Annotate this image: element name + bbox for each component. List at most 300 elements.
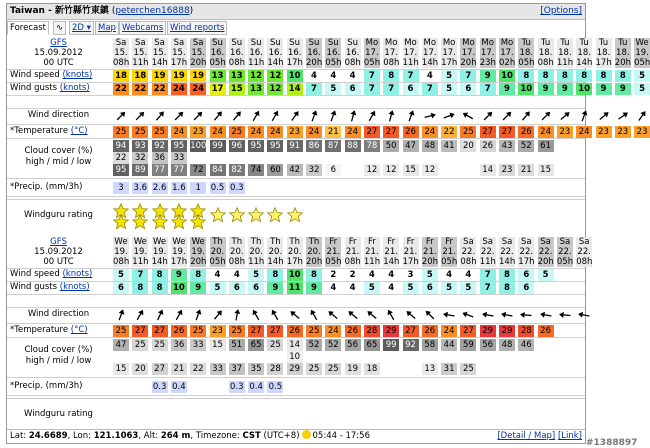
time-cell: Tu — [557, 38, 573, 48]
cloudH-cell: 58 — [422, 339, 438, 351]
wind-arrow-icon — [557, 308, 573, 322]
speed-cell: 7 — [403, 70, 419, 82]
gusts-cell: 9 — [596, 83, 612, 95]
temp-cell: 28 — [518, 325, 534, 337]
cloudL-cell: 27 — [152, 363, 168, 375]
gusts-cell: 4 — [383, 282, 399, 294]
gusts-cell: 10 — [518, 83, 534, 95]
wind-arrow-icon — [364, 109, 380, 123]
row-separator — [7, 337, 585, 338]
wind-arrow-icon — [171, 308, 187, 322]
cloudH-cell: 56 — [480, 339, 496, 351]
wind-arrow-icon — [403, 109, 419, 123]
gusts-cell: 22 — [152, 83, 168, 95]
wind-arrow-icon — [499, 308, 515, 322]
wind-arrow-icon — [210, 308, 226, 322]
cloudH-cell: 41 — [441, 140, 457, 152]
time-cell: Fr — [422, 237, 438, 247]
gusts-cell: 24 — [171, 83, 187, 95]
time-cell: 14h — [383, 257, 400, 267]
time-cell: Sa — [557, 237, 573, 247]
speed-label-text: Wind speed — [10, 269, 60, 279]
model-link[interactable]: GFS — [50, 237, 67, 247]
time-cell: 16. — [249, 48, 263, 58]
time-cell: 18. — [596, 48, 611, 58]
wind-arrow-icon — [403, 308, 419, 322]
time-cell: Mo — [442, 38, 456, 48]
tz-offset: (UTC+8) — [263, 431, 300, 441]
time-cell: 08h — [344, 58, 361, 68]
wind-arrow-icon — [596, 109, 612, 123]
time-cell: 15. — [152, 48, 167, 58]
gusts-cell: 10 — [576, 83, 592, 95]
speed-cell: 10 — [287, 70, 303, 82]
row-separator — [7, 124, 585, 125]
cloudL-cell: 21 — [518, 164, 534, 176]
gusts-cell: 5 — [403, 282, 419, 294]
tab-webcams[interactable]: Webcams — [119, 21, 166, 35]
wind-arrow-icon — [441, 308, 457, 322]
row-separator — [7, 377, 585, 378]
rating-star-icon — [132, 214, 148, 230]
row-separator — [7, 323, 585, 324]
cloudH-cell: 65 — [248, 339, 264, 351]
time-cell: 17h — [441, 58, 458, 68]
speed-cell: 7 — [460, 70, 476, 82]
cloudH-cell: 48 — [422, 140, 438, 152]
temp-cell: 27 — [152, 325, 168, 337]
speed-cell: 3 — [403, 269, 419, 281]
cloudH-cell: 56 — [345, 339, 361, 351]
time-cell: 22. — [558, 247, 572, 257]
time-cell: 17h — [286, 58, 303, 68]
time-cell: 18. — [558, 48, 572, 58]
cloudH-cell: 25 — [267, 339, 283, 351]
wind-arrow-icon — [557, 109, 573, 123]
cloudM-cell: 22 — [113, 152, 129, 164]
time-cell: We — [635, 38, 649, 48]
cloudM-cell: 36 — [152, 152, 168, 164]
time-cell: Mo — [423, 38, 437, 48]
gusts-label-text: Wind gusts — [10, 83, 58, 93]
speed-cell: 19 — [190, 70, 206, 82]
temp-cell: 24 — [345, 126, 361, 138]
options-link[interactable]: [Options] — [540, 6, 582, 16]
rating-star-icon — [171, 214, 187, 230]
row-separator — [7, 307, 585, 308]
time-cell: 02h — [499, 58, 516, 68]
time-cell: 17h — [170, 58, 188, 68]
cloudH-cell: 61 — [538, 140, 554, 152]
gusts-cell: 8 — [132, 282, 148, 294]
cloudL-cell: 21 — [171, 363, 187, 375]
wind-arrow-icon — [499, 109, 515, 123]
cloudH-cell: 87 — [325, 140, 341, 152]
wind-arrow-icon — [325, 109, 341, 123]
cloudL-cell: 37 — [229, 363, 245, 375]
time-cell: 22. — [480, 247, 495, 257]
tab-2d[interactable]: 2D ▾ — [69, 21, 94, 35]
speed-label-text: Wind speed — [10, 70, 60, 80]
gusts-cell: 22 — [113, 83, 129, 95]
init-utc: 00 UTC — [43, 58, 74, 68]
gusts-units-link[interactable]: (knots) — [59, 83, 90, 93]
wind-arrow-icon — [229, 308, 245, 322]
precip-cell: 1 — [190, 182, 206, 194]
init-date: 15.09.2012 — [34, 48, 83, 58]
speed-cell: 18 — [113, 70, 129, 82]
row-separator — [7, 138, 585, 139]
time-cell: 08h — [113, 257, 130, 267]
rating-star-icon — [267, 207, 283, 223]
cloudL-cell: 84 — [210, 164, 226, 176]
precip-cell: 0.3 — [230, 382, 244, 392]
time-cell: 16. — [345, 48, 360, 58]
cloudL-cell: 82 — [229, 164, 245, 176]
temp-cell: 27 — [460, 325, 476, 337]
time-cell: Tu — [596, 38, 612, 48]
temp-cell: 26 — [518, 126, 534, 138]
speed-cell: 4 — [460, 269, 476, 281]
speed-cell: 12 — [248, 70, 264, 82]
cloudL-cell: 74 — [248, 164, 264, 176]
time-cell: We — [191, 237, 205, 247]
precip-cell: 0.5 — [210, 183, 225, 193]
time-cell: 05h — [518, 58, 535, 68]
precip-cell: 0.5 — [268, 382, 283, 392]
wind-arrow-icon — [576, 308, 592, 322]
time-cell: Sa — [190, 38, 206, 48]
time-cell: Sa — [152, 38, 168, 48]
speed-cell: 18 — [132, 70, 148, 82]
row-separator — [7, 82, 585, 83]
time-cell: 08h — [576, 257, 593, 267]
speed-cell: 5 — [634, 70, 650, 82]
time-cell: 11h — [248, 58, 265, 68]
row-separator — [7, 398, 585, 399]
time-cell: We — [114, 237, 128, 247]
time-cell: 16. — [230, 48, 244, 58]
time-cell: Su — [287, 38, 303, 48]
speed-cell: 8 — [596, 70, 612, 82]
user-link[interactable]: peterchen16888 — [115, 6, 190, 16]
gusts-cell: 17 — [210, 83, 226, 95]
time-cell: Sa — [113, 38, 129, 48]
cloudH-cell: 43 — [499, 140, 515, 152]
wind-arrow-icon — [345, 109, 361, 123]
wind-arrow-icon — [480, 109, 496, 123]
speed-cell: 8 — [383, 70, 399, 82]
speed-cell: 8 — [152, 269, 168, 281]
time-cell: 14h — [151, 257, 168, 267]
temp-cell: 27 — [403, 325, 419, 337]
time-cell: 08h — [537, 58, 554, 68]
time-cell: 05h — [363, 58, 381, 68]
speed-cell: 7 — [132, 269, 148, 281]
gusts-cell: 5 — [325, 83, 341, 95]
time-cell: 14h — [151, 58, 168, 68]
gusts-cell: 8 — [499, 282, 515, 294]
gusts-cell: 5 — [441, 83, 457, 95]
time-cell: 05h — [556, 257, 574, 267]
gusts-cell: 12 — [267, 83, 283, 95]
timezone: CST — [242, 431, 261, 441]
temp-cell: 25 — [229, 126, 245, 138]
temp-cell: 23 — [287, 126, 303, 138]
temp-cell: 27 — [267, 325, 283, 337]
cloudH-cell: 52 — [518, 140, 534, 152]
time-cell: 22. — [577, 247, 591, 257]
cloudH-cell: 25 — [132, 339, 148, 351]
gusts-cell: 6 — [345, 83, 361, 95]
time-cell: 20. — [307, 247, 321, 257]
time-cell: 19. — [191, 247, 205, 257]
gusts-cell: 5 — [210, 282, 226, 294]
sun-times: 05:44 - 17:56 — [312, 431, 370, 441]
time-cell: 11h — [402, 58, 419, 68]
time-cell: 08h — [228, 257, 245, 267]
temp-cell: 23 — [615, 126, 631, 138]
speed-cell: 9 — [480, 70, 496, 82]
rating-star-icon — [152, 214, 168, 230]
time-cell: 17h — [286, 257, 303, 267]
time-cell: 19. — [133, 247, 148, 257]
temp-cell: 25 — [229, 325, 245, 337]
speed-cell: 8 — [499, 269, 515, 281]
wind-arrow-icon — [152, 109, 168, 123]
precip-cell: 0.3 — [152, 382, 167, 392]
temp-cell: 23 — [190, 126, 206, 138]
detail-map-link[interactable]: [Detail / Map] — [497, 431, 556, 441]
time-cell: 18. — [538, 48, 553, 58]
row-separator — [7, 395, 585, 396]
model-link[interactable]: GFS — [50, 38, 67, 48]
time-cell: 20h — [537, 257, 554, 267]
cloudH-cell: 92 — [152, 140, 168, 152]
time-cell: We — [133, 237, 147, 247]
speed-cell: 8 — [538, 70, 554, 82]
time-cell: Tu — [615, 38, 631, 48]
precip-label — [7, 381, 110, 392]
time-cell: 15. — [191, 48, 205, 58]
speed-label — [7, 269, 110, 280]
cloudH-cell: 26 — [480, 140, 496, 152]
wind-arrow-icon — [615, 109, 631, 123]
wind-arrow-icon — [441, 109, 457, 123]
altitude: 264 m — [160, 431, 191, 441]
time-cell: 17h — [595, 58, 612, 68]
speed-cell: 12 — [267, 70, 283, 82]
time-cell: Mo — [481, 38, 494, 48]
wind-arrow-icon — [132, 308, 148, 322]
speed-cell: 5 — [248, 269, 264, 281]
cloudH-cell: 86 — [306, 140, 322, 152]
temp-units-link[interactable]: (°C) — [70, 325, 88, 335]
temp-cell: 27 — [480, 126, 496, 138]
speed-cell: 13 — [229, 70, 245, 82]
time-cell: 17. — [365, 48, 379, 58]
time-cell: Su — [267, 38, 283, 48]
time-cell: 20. — [230, 247, 244, 257]
time-cell: Su — [210, 38, 226, 48]
gusts-cell: 6 — [422, 282, 438, 294]
time-cell: 14h — [499, 257, 516, 267]
cloudL-cell: 12 — [383, 164, 399, 176]
time-cell: 20. — [210, 247, 225, 257]
time-cell: Su — [345, 38, 361, 48]
wind-arrow-icon — [383, 109, 399, 123]
cloudL-cell: 15 — [403, 164, 419, 176]
temp-cell: 24 — [538, 126, 554, 138]
time-cell: 20h — [460, 58, 477, 68]
time-cell: 11h — [556, 58, 574, 68]
speed-cell: 7 — [480, 269, 496, 281]
wind-arrow-icon — [152, 308, 168, 322]
time-cell: 20. — [268, 247, 283, 257]
time-cell: 20h — [421, 257, 438, 267]
gusts-cell: 6 — [403, 83, 419, 95]
time-cell: 22. — [500, 247, 514, 257]
gusts-cell: 9 — [190, 282, 206, 294]
time-cell: We — [153, 237, 167, 247]
watermark: #1388897 — [586, 438, 638, 448]
gusts-cell: 13 — [248, 83, 264, 95]
gusts-cell: 6 — [460, 83, 476, 95]
speed-units-link[interactable]: (knots) — [62, 70, 93, 80]
precip-cell: 1.6 — [172, 183, 186, 193]
gusts-cell: 4 — [325, 282, 341, 294]
link-link[interactable]: [Link] — [557, 431, 582, 441]
speed-label — [7, 70, 110, 81]
row-separator — [7, 294, 585, 295]
gusts-label-text: Wind gusts — [10, 282, 58, 292]
time-cell: 08h — [383, 58, 400, 68]
time-cell: 21. — [403, 247, 418, 257]
cloudM-cell: 10 — [287, 351, 303, 363]
precip-cell: 0.4 — [249, 382, 263, 392]
gusts-cell: 14 — [287, 83, 303, 95]
gusts-cell: 7 — [383, 83, 399, 95]
temp-cell: 25 — [132, 126, 148, 138]
temp-cell: 26 — [287, 325, 303, 337]
cloudH-cell: 44 — [441, 339, 457, 351]
temp-cell: 23 — [596, 126, 612, 138]
wind-arrow-icon — [634, 109, 650, 123]
cloudH-cell: 91 — [287, 140, 303, 152]
gusts-cell: 4 — [345, 282, 361, 294]
cloudH-cell: 46 — [518, 339, 534, 351]
time-cell: Sa — [171, 38, 187, 48]
temp-cell: 24 — [267, 126, 283, 138]
cloudH-cell: 65 — [364, 339, 380, 351]
tab-forecast[interactable]: Forecast — [7, 21, 49, 35]
temp-label — [7, 126, 110, 137]
tab-wind-reports[interactable]: Wind reports — [167, 21, 227, 35]
time-cell: 22. — [461, 247, 476, 257]
gusts-units-link[interactable]: (knots) — [59, 282, 90, 292]
speed-cell: 13 — [210, 70, 226, 82]
cloudH-cell: 96 — [229, 140, 245, 152]
time-cell: 16. — [307, 48, 321, 58]
time-cell: Fr — [345, 237, 361, 247]
time-cell: 21. — [384, 247, 398, 257]
temp-label-text: *Temperature — [10, 126, 69, 136]
wind-arrow-icon — [460, 109, 476, 123]
wind-arrow-icon — [287, 308, 303, 322]
cloudH-cell: 52 — [306, 339, 322, 351]
time-cell: Fr — [383, 237, 399, 247]
spot-title: Taiwan - 新竹縣竹東鎮 — [10, 6, 109, 16]
time-cell: Mo — [384, 38, 398, 48]
time-cell: Fr — [441, 237, 457, 247]
time-cell: 19. — [635, 48, 649, 58]
temp-cell: 23 — [634, 126, 650, 138]
cloudH-cell: 52 — [325, 339, 341, 351]
speed-cell: 4 — [210, 269, 226, 281]
sun-icon — [302, 430, 311, 439]
time-cell: 20h — [190, 257, 207, 267]
gusts-cell: 7 — [306, 83, 322, 95]
cloudL-cell: 33 — [210, 363, 226, 375]
time-cell: Fr — [364, 237, 380, 247]
wind-arrow-icon — [518, 109, 534, 123]
time-cell: 05h — [325, 58, 342, 68]
time-cell: 20h — [306, 257, 323, 267]
time-cell: 21. — [442, 247, 456, 257]
time-cell: 11h — [132, 257, 149, 267]
time-cell: 05h — [634, 58, 650, 68]
speed-cell: 10 — [499, 70, 515, 82]
cloudH-cell: 14 — [287, 339, 303, 351]
graph-icon[interactable]: ∿ — [53, 21, 66, 35]
cloudL-cell: 72 — [190, 164, 206, 176]
temp-cell: 26 — [403, 126, 419, 138]
time-cell: 20h — [306, 58, 323, 68]
time-cell: We — [172, 237, 186, 247]
cloudL-cell: 60 — [267, 164, 283, 176]
row-separator — [7, 108, 585, 109]
tab-map[interactable]: Map — [95, 21, 119, 35]
temp-cell: 26 — [422, 325, 438, 337]
gusts-cell: 5 — [364, 282, 380, 294]
wind-direction-label: Wind direction — [27, 110, 90, 120]
gusts-cell: 5 — [634, 83, 650, 95]
gusts-cell: 5 — [460, 282, 476, 294]
speed-cell: 8 — [518, 70, 534, 82]
temp-units-link[interactable]: (°C) — [70, 126, 88, 136]
temp-cell: 27 — [248, 325, 264, 337]
time-cell: 11h — [479, 257, 496, 267]
time-cell: 08h — [460, 257, 477, 267]
cloudH-cell: 33 — [190, 339, 206, 351]
tab-bar — [7, 21, 585, 35]
speed-units-link[interactable]: (knots) — [62, 269, 93, 279]
cloudH-cell: 93 — [132, 140, 148, 152]
cloudL-cell: 29 — [287, 363, 303, 375]
speed-cell: 5 — [422, 269, 438, 281]
time-cell: 17. — [500, 48, 514, 58]
cloudL-cell: 19 — [345, 363, 361, 375]
rating-label: Windguru rating — [24, 409, 93, 419]
wind-arrow-icon — [113, 308, 129, 322]
gusts-cell: 24 — [190, 83, 206, 95]
speed-cell: 2 — [345, 269, 361, 281]
time-cell: Su — [325, 38, 341, 48]
time-cell: 11h — [132, 58, 149, 68]
speed-cell: 4 — [325, 70, 341, 82]
time-cell: 20. — [249, 247, 263, 257]
time-cell: 14h — [576, 58, 593, 68]
